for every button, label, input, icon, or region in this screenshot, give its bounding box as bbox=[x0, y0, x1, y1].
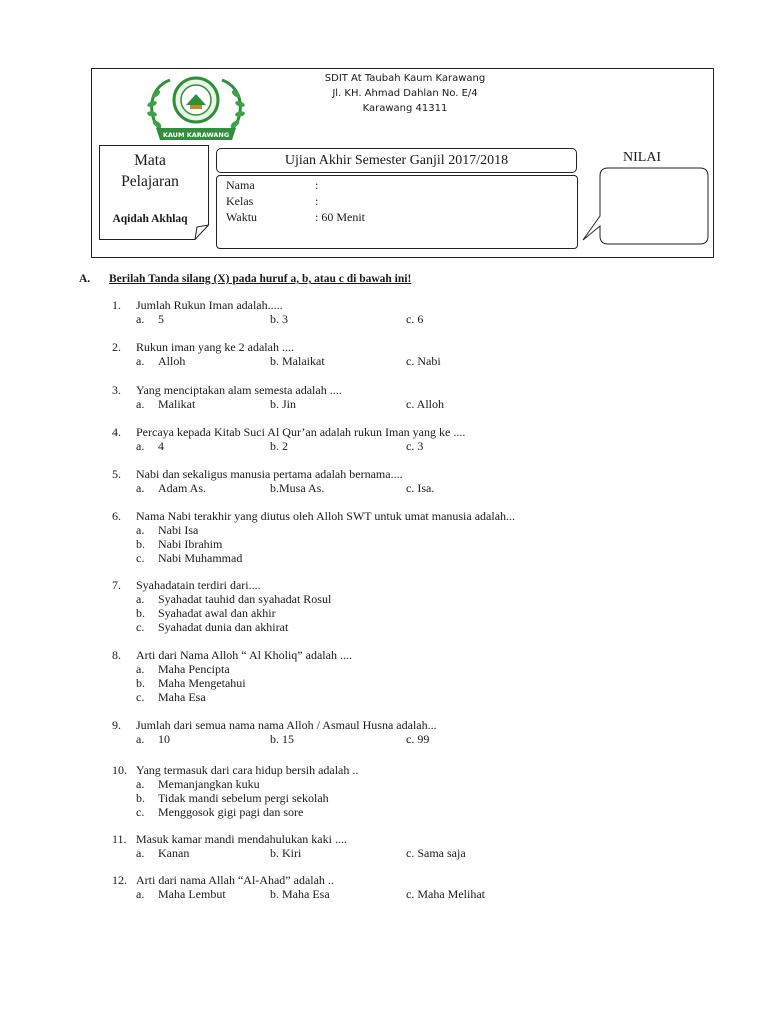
option-letter: a. bbox=[136, 662, 145, 676]
option-text: b. 2 bbox=[270, 439, 288, 453]
info-label: Waktu bbox=[226, 210, 258, 224]
option-text: Nabi Isa bbox=[158, 523, 199, 537]
option-text: 4 bbox=[158, 439, 164, 453]
info-value: : bbox=[315, 194, 319, 208]
question-number: 11. bbox=[112, 832, 127, 846]
option-letter: c. bbox=[136, 805, 145, 819]
option-letter: a. bbox=[136, 523, 145, 537]
option-text: Menggosok gigi pagi dan sore bbox=[158, 805, 304, 819]
question-number: 9. bbox=[112, 718, 121, 732]
option-text: c. Maha Melihat bbox=[406, 887, 485, 901]
question-text: Arti dari Nama Alloh “ Al Kholiq” adalah .... bbox=[136, 648, 352, 662]
section-letter: A. bbox=[79, 273, 91, 285]
question-number: 1. bbox=[112, 298, 121, 312]
question-text: Arti dari nama Allah “Al-Ahad” adalah .. bbox=[136, 873, 334, 887]
option-letter: a. bbox=[136, 846, 145, 860]
subject-name: Aqidah Akhlaq bbox=[112, 213, 188, 225]
question-text: Masuk kamar mandi mendahulukan kaki .... bbox=[136, 832, 347, 846]
question-number: 6. bbox=[112, 509, 121, 523]
option-letter: a. bbox=[136, 887, 145, 901]
subject-title-line2: Pelajaran bbox=[121, 173, 179, 190]
option-letter: a. bbox=[136, 777, 145, 791]
question-text: Jumlah Rukun Iman adalah..... bbox=[136, 298, 283, 312]
question-text: Nabi dan sekaligus manusia pertama adalah bernama.... bbox=[136, 467, 403, 481]
info-value: : 60 Menit bbox=[315, 210, 365, 224]
question-number: 8. bbox=[112, 648, 121, 662]
question-text: Yang termasuk dari cara hidup bersih adalah .. bbox=[136, 763, 359, 777]
question-text: Yang menciptakan alam semesta adalah .... bbox=[136, 383, 342, 397]
option-letter: b. bbox=[136, 537, 145, 551]
option-text: b. 3 bbox=[270, 312, 288, 326]
option-text: Syahadat awal dan akhir bbox=[158, 606, 276, 620]
option-text: Malikat bbox=[158, 397, 196, 411]
option-letter: a. bbox=[136, 397, 145, 411]
option-text: Memanjangkan kuku bbox=[158, 777, 260, 791]
school-city: Karawang 41311 bbox=[362, 103, 448, 114]
option-letter: b. bbox=[136, 676, 145, 690]
option-text: c. Sama saja bbox=[406, 846, 466, 860]
option-text: b. 15 bbox=[270, 732, 294, 746]
option-text: Syahadat tauhid dan syahadat Rosul bbox=[158, 592, 332, 606]
option-letter: c. bbox=[136, 620, 145, 634]
info-value: : bbox=[315, 178, 319, 192]
option-text: c. Alloh bbox=[406, 397, 444, 411]
exam-title: Ujian Akhir Semester Ganjil 2017/2018 bbox=[216, 148, 577, 173]
option-text: Alloh bbox=[158, 354, 186, 368]
option-letter: b. bbox=[136, 606, 145, 620]
question-number: 2. bbox=[112, 340, 121, 354]
question-number: 3. bbox=[112, 383, 121, 397]
option-text: b. Jin bbox=[270, 397, 297, 411]
question-text: Jumlah dari semua nama nama Alloh / Asmaul Husna adalah... bbox=[136, 718, 437, 732]
school-address: Jl. KH. Ahmad Dahlan No. E/4 bbox=[332, 88, 478, 99]
option-text: b. Kiri bbox=[270, 846, 302, 860]
option-text: c. Isa. bbox=[406, 481, 435, 495]
question-number: 7. bbox=[112, 578, 121, 592]
school-logo bbox=[140, 72, 252, 142]
score-label: NILAI bbox=[623, 150, 662, 165]
option-text: Maha Lembut bbox=[158, 887, 226, 901]
option-letter: a. bbox=[136, 312, 145, 326]
option-text: Nabi Ibrahim bbox=[158, 537, 223, 551]
school-info bbox=[250, 71, 560, 116]
option-letter: a. bbox=[136, 439, 145, 453]
option-text: c. Nabi bbox=[406, 354, 441, 368]
subject-title-line1: Mata bbox=[134, 152, 166, 169]
option-letter: a. bbox=[136, 732, 145, 746]
option-text: c. 6 bbox=[406, 312, 424, 326]
info-label: Kelas bbox=[226, 194, 254, 208]
logo-text: KAUM KARAWANG bbox=[162, 131, 230, 139]
subject-title bbox=[99, 150, 201, 192]
option-text: 10 bbox=[158, 732, 170, 746]
option-text: b.Musa As. bbox=[270, 481, 325, 495]
option-letter: a. bbox=[136, 592, 145, 606]
option-text: Nabi Muhammad bbox=[158, 551, 243, 565]
option-text: Maha Mengetahui bbox=[158, 676, 246, 690]
option-letter: c. bbox=[136, 690, 145, 704]
option-letter: a. bbox=[136, 481, 145, 495]
section-instruction: Berilah Tanda silang (X) pada huruf a, b, atau c di bawah ini! bbox=[109, 273, 412, 285]
question-number: 4. bbox=[112, 425, 121, 439]
option-letter: a. bbox=[136, 354, 145, 368]
student-info-box bbox=[216, 175, 578, 249]
option-text: Kanan bbox=[158, 846, 190, 860]
question-text: Percaya kepada Kitab Suci Al Qur’an adalah rukun Iman yang ke .... bbox=[136, 425, 466, 439]
question-text: Rukun iman yang ke 2 adalah .... bbox=[136, 340, 294, 354]
school-name: SDIT At Taubah Kaum Karawang bbox=[324, 73, 486, 84]
question-number: 10. bbox=[112, 763, 127, 777]
score-callout-box bbox=[582, 166, 710, 248]
option-text: Adam As. bbox=[158, 481, 206, 495]
question-number: 12. bbox=[112, 873, 127, 887]
option-text: 5 bbox=[158, 312, 164, 326]
option-text: Maha Pencipta bbox=[158, 662, 230, 676]
subject-box bbox=[99, 145, 209, 240]
option-text: Tidak mandi sebelum pergi sekolah bbox=[158, 791, 329, 805]
option-text: b. Maha Esa bbox=[270, 887, 330, 901]
option-text: Maha Esa bbox=[158, 690, 206, 704]
option-text: c. 99 bbox=[406, 732, 430, 746]
question-number: 5. bbox=[112, 467, 121, 481]
question-text: Syahadatain terdiri dari.... bbox=[136, 578, 261, 592]
option-letter: b. bbox=[136, 791, 145, 805]
option-text: b. Malaikat bbox=[270, 354, 325, 368]
option-letter: c. bbox=[136, 551, 145, 565]
info-label: Nama bbox=[226, 178, 255, 192]
option-text: c. 3 bbox=[406, 439, 424, 453]
option-text: Syahadat dunia dan akhirat bbox=[158, 620, 289, 634]
question-text: Nama Nabi terakhir yang diutus oleh Alloh SWT untuk umat manusia adalah... bbox=[136, 509, 516, 523]
